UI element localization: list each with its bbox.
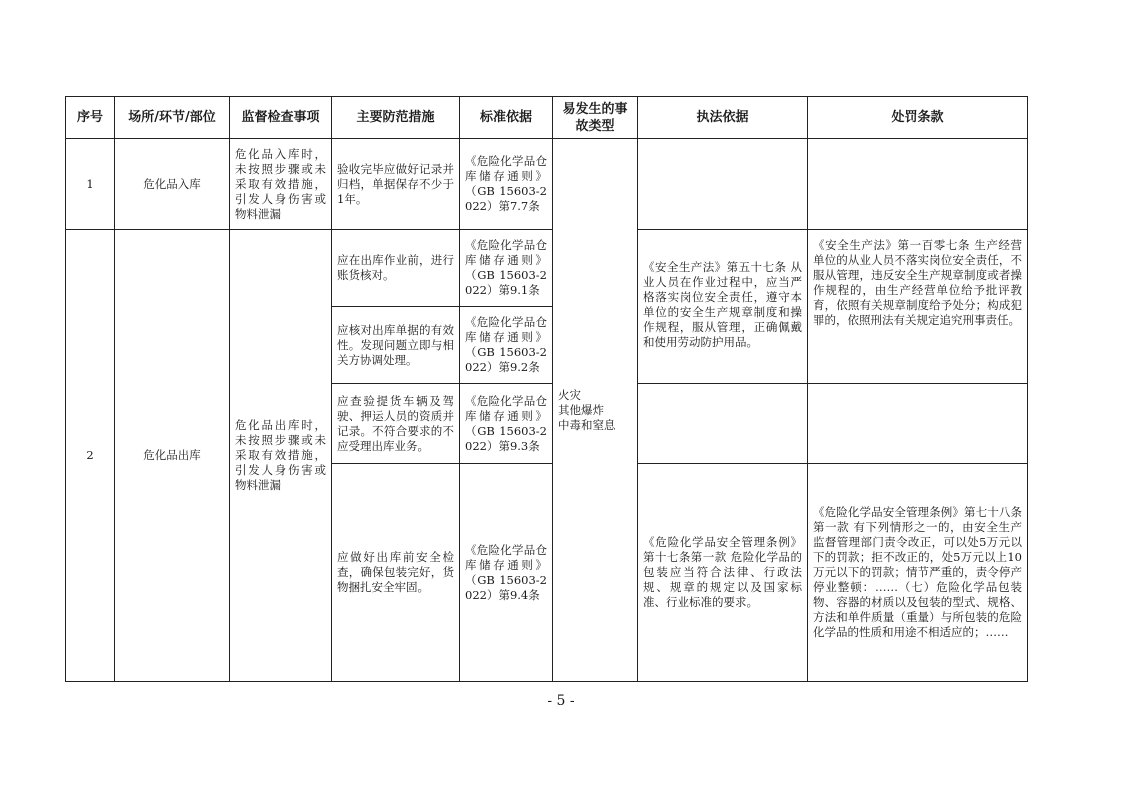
table-row (66, 139, 1028, 230)
regulation-table (65, 96, 1028, 682)
row-number: 1 (66, 139, 115, 230)
measure-basis: 《危险化学品仓库储存通则》（GB 15603-2022）第9.3条 (460, 384, 553, 464)
header-penalty: 处罚条款 (808, 97, 1028, 139)
accident-types: 火灾 其他爆炸 中毒和窒息 (553, 139, 638, 682)
measure-text: 应在出库作业前，进行账货核对。 (332, 230, 460, 307)
header-accident: 易发生的事故类型 (553, 97, 638, 139)
measure-basis: 《危险化学品仓库储存通则》（GB 15603-2022）第9.4条 (460, 464, 553, 682)
law-basis-1: 《安全生产法》第五十七条 从业人员在作业过程中，应当严格落实岗位安全责任，遵守本单位的安全生产规章制度和操作规程，服从管理，正确佩戴和使用劳动防护用品。 (638, 230, 808, 384)
row-item: 危化品入库时，未按照步骤或未采取有效措施，引发人身伤害或物料泄漏 (230, 139, 332, 230)
row-item: 危化品出库时，未按照步骤或未采取有效措施，引发人身伤害或物料泄漏 (230, 230, 332, 682)
row-number: 2 (66, 230, 115, 682)
measure-basis: 《危险化学品仓库储存通则》（GB 15603-2022）第7.7条 (460, 139, 553, 230)
penalty-empty-cell (808, 384, 1028, 464)
penalty-1: 《安全生产法》第一百零七条 生产经营单位的从业人员不落实岗位安全责任，不服从管理，违反安全生产规章制度或者操作规程的，由生产经营单位给予批评教育，依照有关规章制度给予处分；构成犯罪的，依照刑法有关规定追究刑事责任。 (808, 230, 1028, 384)
header-place: 场所/环节/部位 (115, 97, 230, 139)
measure-text: 验收完毕应做好记录并归档，单据保存不少于1年。 (332, 139, 460, 230)
header-measures: 主要防范措施 (332, 97, 460, 139)
measure-basis: 《危险化学品仓库储存通则》（GB 15603-2022）第9.2条 (460, 307, 553, 384)
measure-text: 应核对出库单据的有效性。发现问题立即与相关方协调处理。 (332, 307, 460, 384)
law-empty-cell (638, 384, 808, 464)
measure-basis: 《危险化学品仓库储存通则》（GB 15603-2022）第9.1条 (460, 230, 553, 307)
header-basis: 标准依据 (460, 97, 553, 139)
header-item: 监督检查事项 (230, 97, 332, 139)
row-place: 危化品出库 (115, 230, 230, 682)
penalty-empty-cell (808, 139, 1028, 230)
header-no: 序号 (66, 97, 115, 139)
table-row (66, 230, 1028, 307)
row-place: 危化品入库 (115, 139, 230, 230)
law-basis-2: 《危险化学品安全管理条例》第十七条第一款 危险化学品的包装应当符合法律、行政法规、规章的规定以及国家标准、行业标准的要求。 (638, 464, 808, 682)
law-empty-cell (638, 139, 808, 230)
page-number: - 5 - (547, 693, 575, 709)
penalty-2: 《危险化学品安全管理条例》第七十八条第一款 有下列情形之一的，由安全生产监督管理部门责令改正，可以处5万元以下的罚款；拒不改正的，处5万元以上10万元以下的罚款；情节严重的，责令停产停业整顿：……（七）危险化学品包装物、容器的材质以及包装的型式、规格、方法和单件质量（重量）与所包装的危险化学品的性质和用途不相适应的；…… (808, 464, 1028, 682)
measure-text: 应查验提货车辆及驾驶、押运人员的资质并记录。不符合要求的不应受理出库业务。 (332, 384, 460, 464)
table-header-row (66, 97, 1028, 139)
header-law: 执法依据 (638, 97, 808, 139)
measure-text: 应做好出库前安全检查，确保包装完好，货物捆扎安全牢固。 (332, 464, 460, 682)
